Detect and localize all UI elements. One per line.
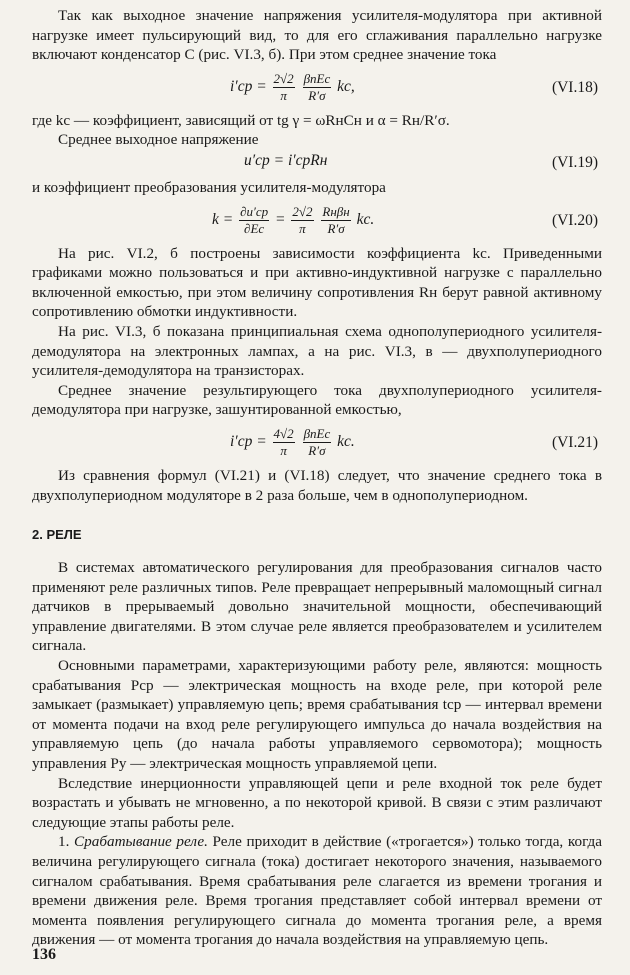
- formula-lhs: k =: [212, 210, 234, 228]
- paragraph: Вследствие инерционности управляющей цепи и реле входной ток реле будет возрастать и убывать не мгновенно, а по некоторой кривой. В связи с этим различают следующие этапы работы реле.: [32, 774, 602, 831]
- formula-lhs: i′ср =: [230, 77, 267, 95]
- formula-tail: kc.: [337, 432, 355, 450]
- paragraph-text: Реле приходит в действие («трогается») только тогда, когда величина регулирующего сигнала (тока) достигает некоторого значения, называемого сигналом срабатывания. Время срабатывания реле слагается из времени трогания и времени движения реле. Время трогания представляет собой интервал времени от момента появления регулирующего сигнала до момента трогания реле, а время движения — от момента трогания до начала воздействия на управляемую цепь.: [32, 833, 603, 949]
- paragraph: В системах автоматического регулирования для преобразования сигналов часто применяют реле различных типов. Реле превращает непрерывный маломощный сигнал датчиков в прерываемый довольно значительной мощности, обеспечивающий управление двигателями. В этом случае реле является преобразователем и усилителем сигнала.: [32, 559, 602, 655]
- paragraph: Среднее выходное напряжение: [58, 131, 259, 149]
- paragraph: Из сравнения формул (VI.21) и (VI.18) следует, что значение среднего тока в двухполупериодном модуляторе в 2 раза больше, чем в однополупериодном.: [32, 466, 602, 504]
- fraction: $\frac{2√2}{\pi}$: [273, 70, 294, 103]
- paragraph: и коэффициент преобразования усилителя-модулятора: [32, 178, 386, 196]
- equation-number: (VI.18): [551, 78, 598, 96]
- fraction: $\frac{\text{βnEc}}{R'\sigma}$: [303, 425, 331, 458]
- page-body: [32, 6, 602, 950]
- fraction: $\frac{\text{Rнβн}}{R'\sigma}$: [322, 203, 350, 236]
- equation-number: (VI.20): [551, 211, 598, 229]
- paragraph: Так как выходное значение напряжения усилителя-модулятора при активной нагрузке имеет пульсирующий вид, то для его сглаживания параллельно нагрузке включают конденсатор C (рис. VI.3, б). При этом среднее значение тока: [32, 7, 602, 64]
- page-number: 136: [32, 946, 56, 963]
- term-italic: Срабатывание реле.: [74, 833, 208, 851]
- formula-equals: =: [275, 210, 286, 228]
- paragraph: На рис. VI.3, б показана принципиальная схема однополупериодного усилителя-демодулятора на электронных лампах, а на рис. VI.3, в — двухполупериодного усилителя-демодулятора на транзисторах.: [32, 322, 602, 380]
- formula-tail: kc,: [337, 77, 355, 95]
- equation-vi19: [32, 150, 602, 178]
- section-heading: 2. РЕЛЕ: [32, 527, 82, 543]
- equation-vi20: [32, 198, 602, 244]
- paragraph: Среднее значение результирующего тока двухполупериодного усилителя-демодулятора при нагрузке, зашунтированной емкостью,: [32, 381, 602, 419]
- list-number: 1.: [58, 833, 75, 851]
- fraction: $\frac{4√2}{\pi}$: [273, 425, 294, 458]
- fraction: $\frac{\text{βnEc}}{R'\sigma}$: [303, 70, 331, 103]
- equation-vi18: [32, 65, 602, 111]
- equation-vi21: [32, 420, 602, 466]
- equation-number: (VI.19): [551, 153, 598, 171]
- paragraph: где kc — коэффициент, зависящий от tg γ = ωRнCн и α = Rн/R′σ.: [32, 111, 450, 129]
- formula: u′ср = i′срRн: [244, 151, 328, 169]
- equation-number: (VI.21): [551, 433, 598, 451]
- formula-tail: kc.: [356, 210, 375, 228]
- paragraph: Основными параметрами, характеризующими работу реле, являются: мощность срабатывания Pср — электрическая мощность на входе реле, при которой реле замыкает (размыкает) управляемую цепь; время срабатывания tср — интервал времени от момента подачи на вход реле регулирующего импульса до начала воздействия на управляемую цепь (до начала работы управляемого сервомотора); мощность управления Pу — электрическая мощность управляемой цепи.: [32, 657, 602, 773]
- paragraph: На рис. VI.2, б построены зависимости коэффициента kc. Приведенными графиками можно пользоваться и при активно-индуктивной нагрузке с параллельно включенной емкостью, при этом величину сопротивления Rн берут равной активному сопротивлению обмотки индуктивности.: [32, 244, 602, 321]
- paragraph: [32, 832, 602, 950]
- fraction: $\frac{\partial u'ср}{\partial Ec}$: [240, 203, 269, 236]
- formula-lhs: i′ср =: [230, 432, 267, 450]
- fraction: $\frac{2√2}{\pi}$: [292, 203, 313, 236]
